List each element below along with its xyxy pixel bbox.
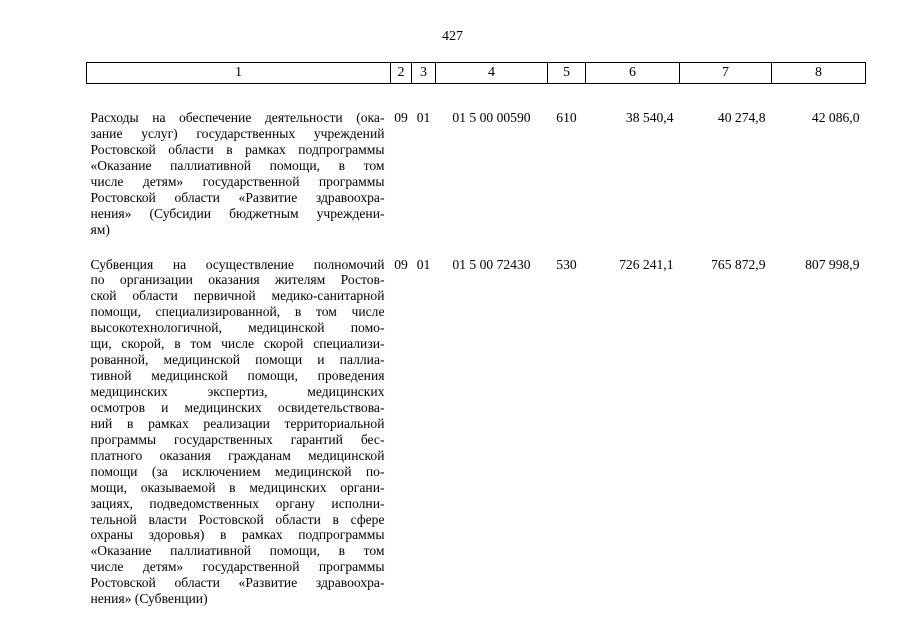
row-amount-year-1: 38 540,4 <box>625 110 674 125</box>
description-line: нения» (Субвенции) <box>90 591 208 607</box>
description-line: Расходы на обеспечение деятельности (ока- <box>90 110 385 125</box>
description-line: «Оказание паллиативной помощи, в том <box>90 543 385 559</box>
column-header-amount-year-2: 7 <box>680 63 772 84</box>
column-header-expense-type: 5 <box>548 63 586 84</box>
description-line: медицинских экспертиз, медицинских <box>90 384 385 399</box>
row-description <box>87 84 391 238</box>
row-amount-year-2: 765 872,9 <box>711 256 766 272</box>
description-line: «Оказание паллиативной помощи, в том <box>90 157 385 173</box>
page-number: 427 <box>442 29 463 44</box>
row-target-article-code: 01 5 00 00590 <box>452 110 531 125</box>
description-line: тивной медицинской помощи, проведения <box>90 368 385 384</box>
column-header-subsection: 3 <box>412 63 436 84</box>
description-line: нения» (Субсидии бюджетным учреждени- <box>90 205 385 221</box>
row-subsection-code: 01 <box>416 110 431 125</box>
row-amount-year-3: 807 998,9 <box>805 256 860 272</box>
description-line: Субвенция на осуществление полномочий <box>90 256 385 272</box>
row-expense-type-code: 530 <box>556 256 577 272</box>
description-line: зание услуг) государственных учреждений <box>90 125 385 141</box>
column-header-target-article: 4 <box>436 63 548 84</box>
description-line: Ростовской области «Развитие здравоохра- <box>90 189 385 205</box>
description-line: рованной, медицинской помощи и паллиа- <box>90 352 385 368</box>
row-amount-year-3: 42 086,0 <box>811 110 860 125</box>
description-line: числе детям» государственной программы <box>90 173 385 189</box>
table-row <box>87 238 866 608</box>
row-amount-year-1: 726 241,1 <box>619 256 674 272</box>
column-header-description: 1 <box>87 63 391 84</box>
table-row <box>87 84 866 238</box>
description-line: щи, скорой, в том числе скорой специализи- <box>90 336 385 352</box>
row-expense-type-code: 610 <box>556 110 577 125</box>
description-line: высокотехнологичной, медицинской помо- <box>90 320 385 336</box>
description-line: числе детям» государственной программы <box>90 559 385 575</box>
column-header-amount-year-1: 6 <box>586 63 680 84</box>
row-subsection-code: 01 <box>416 256 431 272</box>
description-line: охраны здоровья) в рамках подпрограммы <box>90 527 385 543</box>
description-line: помощи (за исключением медицинской по- <box>90 463 385 479</box>
budget-table <box>86 62 866 607</box>
description-line: мощи, оказываемой в медицинских органи- <box>90 479 385 495</box>
column-header-amount-year-3: 8 <box>772 63 866 84</box>
row-amount-year-2: 40 274,8 <box>717 110 766 125</box>
description-line: осмотров и медицинских освидетельствова- <box>90 399 385 415</box>
table-header-row <box>87 63 866 84</box>
row-description <box>87 238 391 608</box>
description-line: помощи, специализированной, в том числе <box>90 304 385 320</box>
row-target-article-code: 01 5 00 72430 <box>452 256 531 272</box>
row-section-code: 09 <box>394 110 408 125</box>
description-line: зациях, подведомственных органу исполни- <box>90 495 385 511</box>
description-line: ям) <box>90 221 110 237</box>
column-header-section: 2 <box>391 63 412 84</box>
description-line: программы государственных гарантий бес- <box>90 431 385 447</box>
description-line: платного оказания гражданам медицинской <box>90 447 385 463</box>
description-line: тельной власти Ростовской области в сфере <box>90 511 385 527</box>
description-line: ской области первичной медико-санитарной <box>90 288 385 304</box>
description-line: по организации оказания жителям Ростов- <box>90 272 385 288</box>
description-line: Ростовской области в рамках подпрограммы <box>90 141 385 157</box>
description-line: Ростовской области «Развитие здравоохра- <box>90 575 385 591</box>
row-section-code: 09 <box>394 256 408 272</box>
description-line: ний в рамках реализации территориальной <box>90 415 385 431</box>
